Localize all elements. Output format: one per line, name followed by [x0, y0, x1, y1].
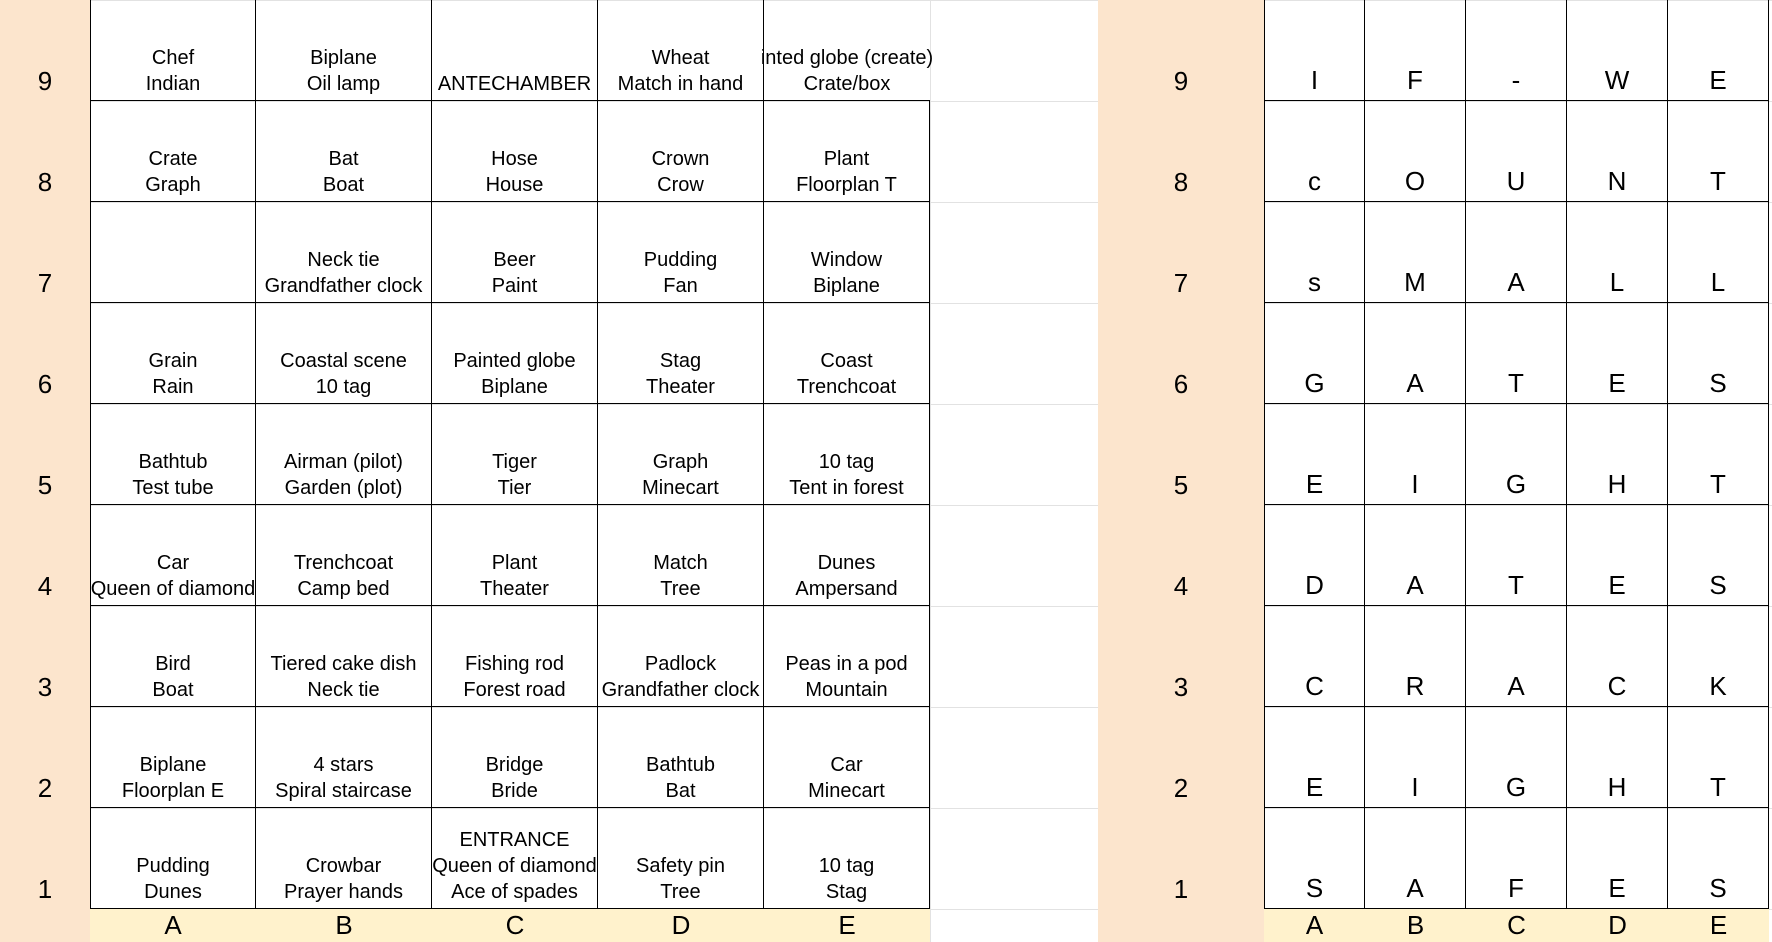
clue-text: Safety pin	[636, 855, 725, 877]
clue-text: Wheat	[651, 47, 710, 69]
letter-cell[interactable]: R	[1365, 606, 1466, 707]
left-col-header-D: D	[598, 909, 764, 942]
clue-cell[interactable]	[256, 0, 432, 101]
clue-cell[interactable]	[598, 404, 764, 505]
letter-cell[interactable]: L	[1668, 202, 1769, 303]
clue-text: Crate	[148, 148, 198, 170]
clue-text: ANTECHAMBER	[437, 73, 592, 95]
clue-cell[interactable]	[90, 101, 256, 202]
clue-text: Floorplan T	[796, 174, 897, 196]
clue-text: Fishing rod	[465, 653, 564, 675]
left-col-header-A: A	[90, 909, 256, 942]
letter-cell[interactable]: N	[1567, 101, 1668, 202]
clue-text: Pudding	[136, 855, 210, 877]
clue-text: Trenchcoat	[293, 552, 394, 574]
letter-cell[interactable]: S	[1668, 808, 1769, 909]
letter-cell[interactable]: -	[1466, 0, 1567, 101]
right-row-header-1: 1	[1098, 808, 1264, 909]
left-row-header-8: 8	[0, 101, 90, 202]
clue-cell[interactable]	[90, 505, 256, 606]
clue-text: Test tube	[132, 477, 214, 499]
clue-cell[interactable]	[598, 101, 764, 202]
clue-text: Boat	[322, 174, 365, 196]
clue-text: Paint	[491, 275, 538, 297]
letter-cell[interactable]: A	[1365, 303, 1466, 404]
clue-text: Rain	[152, 376, 194, 398]
letter-cell[interactable]: T	[1668, 101, 1769, 202]
clue-text: Tree	[660, 881, 701, 903]
left-row-header-7: 7	[0, 202, 90, 303]
right-row-header-6: 6	[1098, 303, 1264, 404]
clue-cell[interactable]	[764, 202, 930, 303]
right-row-header-3: 3	[1098, 606, 1264, 707]
clue-text: Spiral staircase	[275, 780, 412, 802]
clue-text: Bride	[491, 780, 538, 802]
clue-cell[interactable]	[90, 0, 256, 101]
letter-cell[interactable]: I	[1365, 404, 1466, 505]
letter-cell[interactable]: T	[1668, 707, 1769, 808]
clue-text: 10 tag	[818, 855, 875, 877]
clue-text: Peas in a pod	[785, 653, 908, 675]
left-corner-cell	[0, 909, 90, 942]
clue-text: Bathtub	[138, 451, 208, 473]
clue-text: ENTRANCE	[459, 829, 570, 851]
clue-text: Stag	[825, 881, 868, 903]
letter-cell[interactable]: A	[1365, 505, 1466, 606]
letter-cell[interactable]: E	[1668, 0, 1769, 101]
right-col-header-E: E	[1668, 909, 1769, 942]
left-row-header-3: 3	[0, 606, 90, 707]
clue-cell[interactable]	[764, 505, 930, 606]
clue-text: Bat	[665, 780, 696, 802]
right-row-header-8: 8	[1098, 101, 1264, 202]
clue-text: House	[485, 174, 544, 196]
clue-text: inted globe (create)	[760, 47, 934, 69]
clue-text: Plant	[491, 552, 538, 574]
clue-text: Beer	[493, 249, 536, 271]
clue-text: 4 stars	[313, 754, 374, 776]
letter-cell[interactable]: M	[1365, 202, 1466, 303]
right-row-header-4: 4	[1098, 505, 1264, 606]
clue-text: Tiger	[492, 451, 537, 473]
clue-cell[interactable]	[432, 202, 598, 303]
right-col-header-B: B	[1365, 909, 1466, 942]
clue-text: Indian	[145, 73, 201, 95]
clue-cell[interactable]	[598, 303, 764, 404]
clue-text: Airman (pilot)	[284, 451, 403, 473]
letter-cell[interactable]: D	[1264, 505, 1365, 606]
clue-text: Queen of diamond	[90, 578, 256, 600]
clue-cell[interactable]	[432, 707, 598, 808]
clue-text: Grandfather clock	[601, 679, 760, 701]
clue-text: Coast	[820, 350, 873, 372]
clue-cell[interactable]	[256, 404, 432, 505]
clue-cell[interactable]	[764, 707, 930, 808]
letter-cell[interactable]: S	[1668, 303, 1769, 404]
left-row-header-1: 1	[0, 808, 90, 909]
letter-cell[interactable]: S	[1668, 505, 1769, 606]
letter-cell[interactable]: K	[1668, 606, 1769, 707]
clue-text: Padlock	[644, 653, 717, 675]
clue-text: Match	[653, 552, 708, 574]
clue-cell[interactable]	[256, 808, 432, 909]
letter-cell[interactable]: O	[1365, 101, 1466, 202]
clue-text: Plant	[823, 148, 870, 170]
clue-text: Chef	[151, 47, 195, 69]
clue-text: Tier	[497, 477, 532, 499]
letter-cell[interactable]: E	[1567, 505, 1668, 606]
letter-cell[interactable]: A	[1466, 202, 1567, 303]
clue-text: Tree	[660, 578, 701, 600]
left-row-header-5: 5	[0, 404, 90, 505]
letter-cell[interactable]: I	[1264, 0, 1365, 101]
letter-cell[interactable]: F	[1365, 0, 1466, 101]
clue-cell[interactable]	[598, 707, 764, 808]
letter-cell[interactable]: C	[1264, 606, 1365, 707]
clue-text: Oil lamp	[306, 73, 381, 95]
clue-text: Window	[810, 249, 883, 271]
clue-text: Crown	[651, 148, 710, 170]
right-row-header-2: 2	[1098, 707, 1264, 808]
clue-cell[interactable]	[760, 0, 934, 101]
letter-cell[interactable]: W	[1567, 0, 1668, 101]
letter-cell[interactable]: c	[1264, 101, 1365, 202]
clue-text: Crate/box	[803, 73, 891, 95]
clue-cell[interactable]	[90, 808, 256, 909]
clue-text: Hose	[491, 148, 538, 170]
clue-cell[interactable]	[598, 202, 764, 303]
clue-text: Theater	[480, 578, 549, 600]
clue-text: Graph	[145, 174, 201, 196]
letter-cell[interactable]: E	[1567, 303, 1668, 404]
clue-text: Garden (plot)	[284, 477, 403, 499]
clue-text: Graph	[652, 451, 709, 473]
clue-cell[interactable]	[432, 303, 598, 404]
clue-cell[interactable]	[90, 202, 256, 303]
clue-cell[interactable]	[764, 303, 930, 404]
clue-text: Forest road	[463, 679, 566, 701]
right-row-header-9: 9	[1098, 0, 1264, 101]
clue-cell[interactable]	[764, 808, 930, 909]
clue-cell[interactable]	[90, 404, 256, 505]
clue-text: Minecart	[808, 780, 885, 802]
left-row-header-2: 2	[0, 707, 90, 808]
clue-cell[interactable]	[256, 202, 432, 303]
clue-text: Tiered cake dish	[270, 653, 417, 675]
clue-cell[interactable]	[598, 606, 764, 707]
clue-text: Pudding	[643, 249, 718, 271]
letter-cell[interactable]: U	[1466, 101, 1567, 202]
letter-cell[interactable]: E	[1567, 808, 1668, 909]
clue-cell[interactable]	[764, 404, 930, 505]
clue-cell[interactable]	[432, 404, 598, 505]
clue-cell[interactable]	[432, 101, 598, 202]
clue-text: Bathtub	[646, 754, 715, 776]
letter-cell[interactable]: H	[1567, 404, 1668, 505]
clue-text: Ampersand	[795, 578, 898, 600]
clue-text: Painted globe	[453, 350, 576, 372]
right-row-header-7: 7	[1098, 202, 1264, 303]
right-row-header-5: 5	[1098, 404, 1264, 505]
clue-text: Grandfather clock	[264, 275, 423, 297]
clue-text: Boat	[152, 679, 194, 701]
clue-text: 10 tag	[315, 376, 372, 398]
right-col-header-D: D	[1567, 909, 1668, 942]
left-row-header-4: 4	[0, 505, 90, 606]
clue-text: Car	[156, 552, 190, 574]
clue-text: Theater	[646, 376, 715, 398]
clue-text: Ace of spades	[451, 881, 578, 903]
left-col-header-E: E	[764, 909, 930, 942]
clue-text: Bat	[328, 148, 359, 170]
clue-cell[interactable]	[90, 606, 256, 707]
letter-cell[interactable]: E	[1264, 404, 1365, 505]
clue-cell[interactable]	[256, 303, 432, 404]
letter-cell[interactable]: A	[1365, 808, 1466, 909]
letter-cell[interactable]: G	[1264, 303, 1365, 404]
clue-text: Grain	[148, 350, 198, 372]
letter-cell[interactable]: G	[1466, 707, 1567, 808]
gridline	[930, 0, 931, 942]
letter-cell[interactable]: s	[1264, 202, 1365, 303]
clue-text: Queen of diamond	[432, 855, 597, 877]
clue-cell[interactable]	[256, 505, 432, 606]
clue-text: Bird	[155, 653, 191, 675]
clue-text: Neck tie	[307, 249, 380, 271]
clue-text: Tent in forest	[789, 477, 904, 499]
clue-cell[interactable]	[432, 808, 598, 909]
clue-text: Trenchcoat	[796, 376, 897, 398]
clue-text: Crowbar	[305, 855, 382, 877]
letter-cell[interactable]: G	[1466, 404, 1567, 505]
letter-cell[interactable]: E	[1264, 707, 1365, 808]
clue-text: Match in hand	[617, 73, 744, 95]
clue-text: Prayer hands	[284, 881, 403, 903]
right-corner-cell	[1098, 909, 1264, 942]
clue-text: Dunes	[817, 552, 876, 574]
clue-text: Fan	[663, 275, 698, 297]
clue-cell[interactable]	[598, 808, 764, 909]
letter-cell[interactable]: T	[1466, 505, 1567, 606]
clue-text: Stag	[659, 350, 702, 372]
clue-text: Bridge	[485, 754, 544, 776]
right-col-header-A: A	[1264, 909, 1365, 942]
clue-text: Floorplan E	[121, 780, 225, 802]
letter-cell[interactable]: T	[1466, 303, 1567, 404]
letter-cell[interactable]: A	[1466, 606, 1567, 707]
left-col-header-B: B	[256, 909, 432, 942]
letter-cell[interactable]: I	[1365, 707, 1466, 808]
left-row-header-9: 9	[0, 0, 90, 101]
clue-cell[interactable]	[764, 606, 930, 707]
clue-text: Neck tie	[307, 679, 380, 701]
clue-text: Dunes	[144, 881, 202, 903]
letter-cell[interactable]: S	[1264, 808, 1365, 909]
clue-cell[interactable]	[256, 707, 432, 808]
clue-text: Minecart	[642, 477, 719, 499]
letter-cell[interactable]: H	[1567, 707, 1668, 808]
clue-cell[interactable]	[598, 0, 764, 101]
letter-cell[interactable]: F	[1466, 808, 1567, 909]
clue-cell[interactable]	[598, 505, 764, 606]
clue-text: Camp bed	[297, 578, 390, 600]
clue-cell[interactable]	[432, 606, 598, 707]
clue-text: Coastal scene	[280, 350, 407, 372]
clue-text: Biplane	[310, 47, 377, 69]
letter-cell[interactable]: L	[1567, 202, 1668, 303]
clue-cell[interactable]	[432, 505, 598, 606]
letter-cell[interactable]: C	[1567, 606, 1668, 707]
clue-text: Biplane	[481, 376, 548, 398]
clue-cell[interactable]	[90, 707, 256, 808]
left-col-header-C: C	[432, 909, 598, 942]
clue-cell[interactable]	[764, 101, 930, 202]
clue-text: Crow	[657, 174, 704, 196]
clue-text: Biplane	[139, 754, 207, 776]
right-col-header-C: C	[1466, 909, 1567, 942]
left-row-header-6: 6	[0, 303, 90, 404]
clue-text: Car	[830, 754, 863, 776]
clue-cell[interactable]	[432, 0, 598, 101]
letter-cell[interactable]: T	[1668, 404, 1769, 505]
clue-text: Biplane	[813, 275, 880, 297]
clue-text: Mountain	[805, 679, 888, 701]
clue-cell[interactable]	[256, 101, 432, 202]
clue-text: 10 tag	[818, 451, 875, 473]
clue-cell[interactable]	[90, 303, 256, 404]
clue-cell[interactable]	[256, 606, 432, 707]
